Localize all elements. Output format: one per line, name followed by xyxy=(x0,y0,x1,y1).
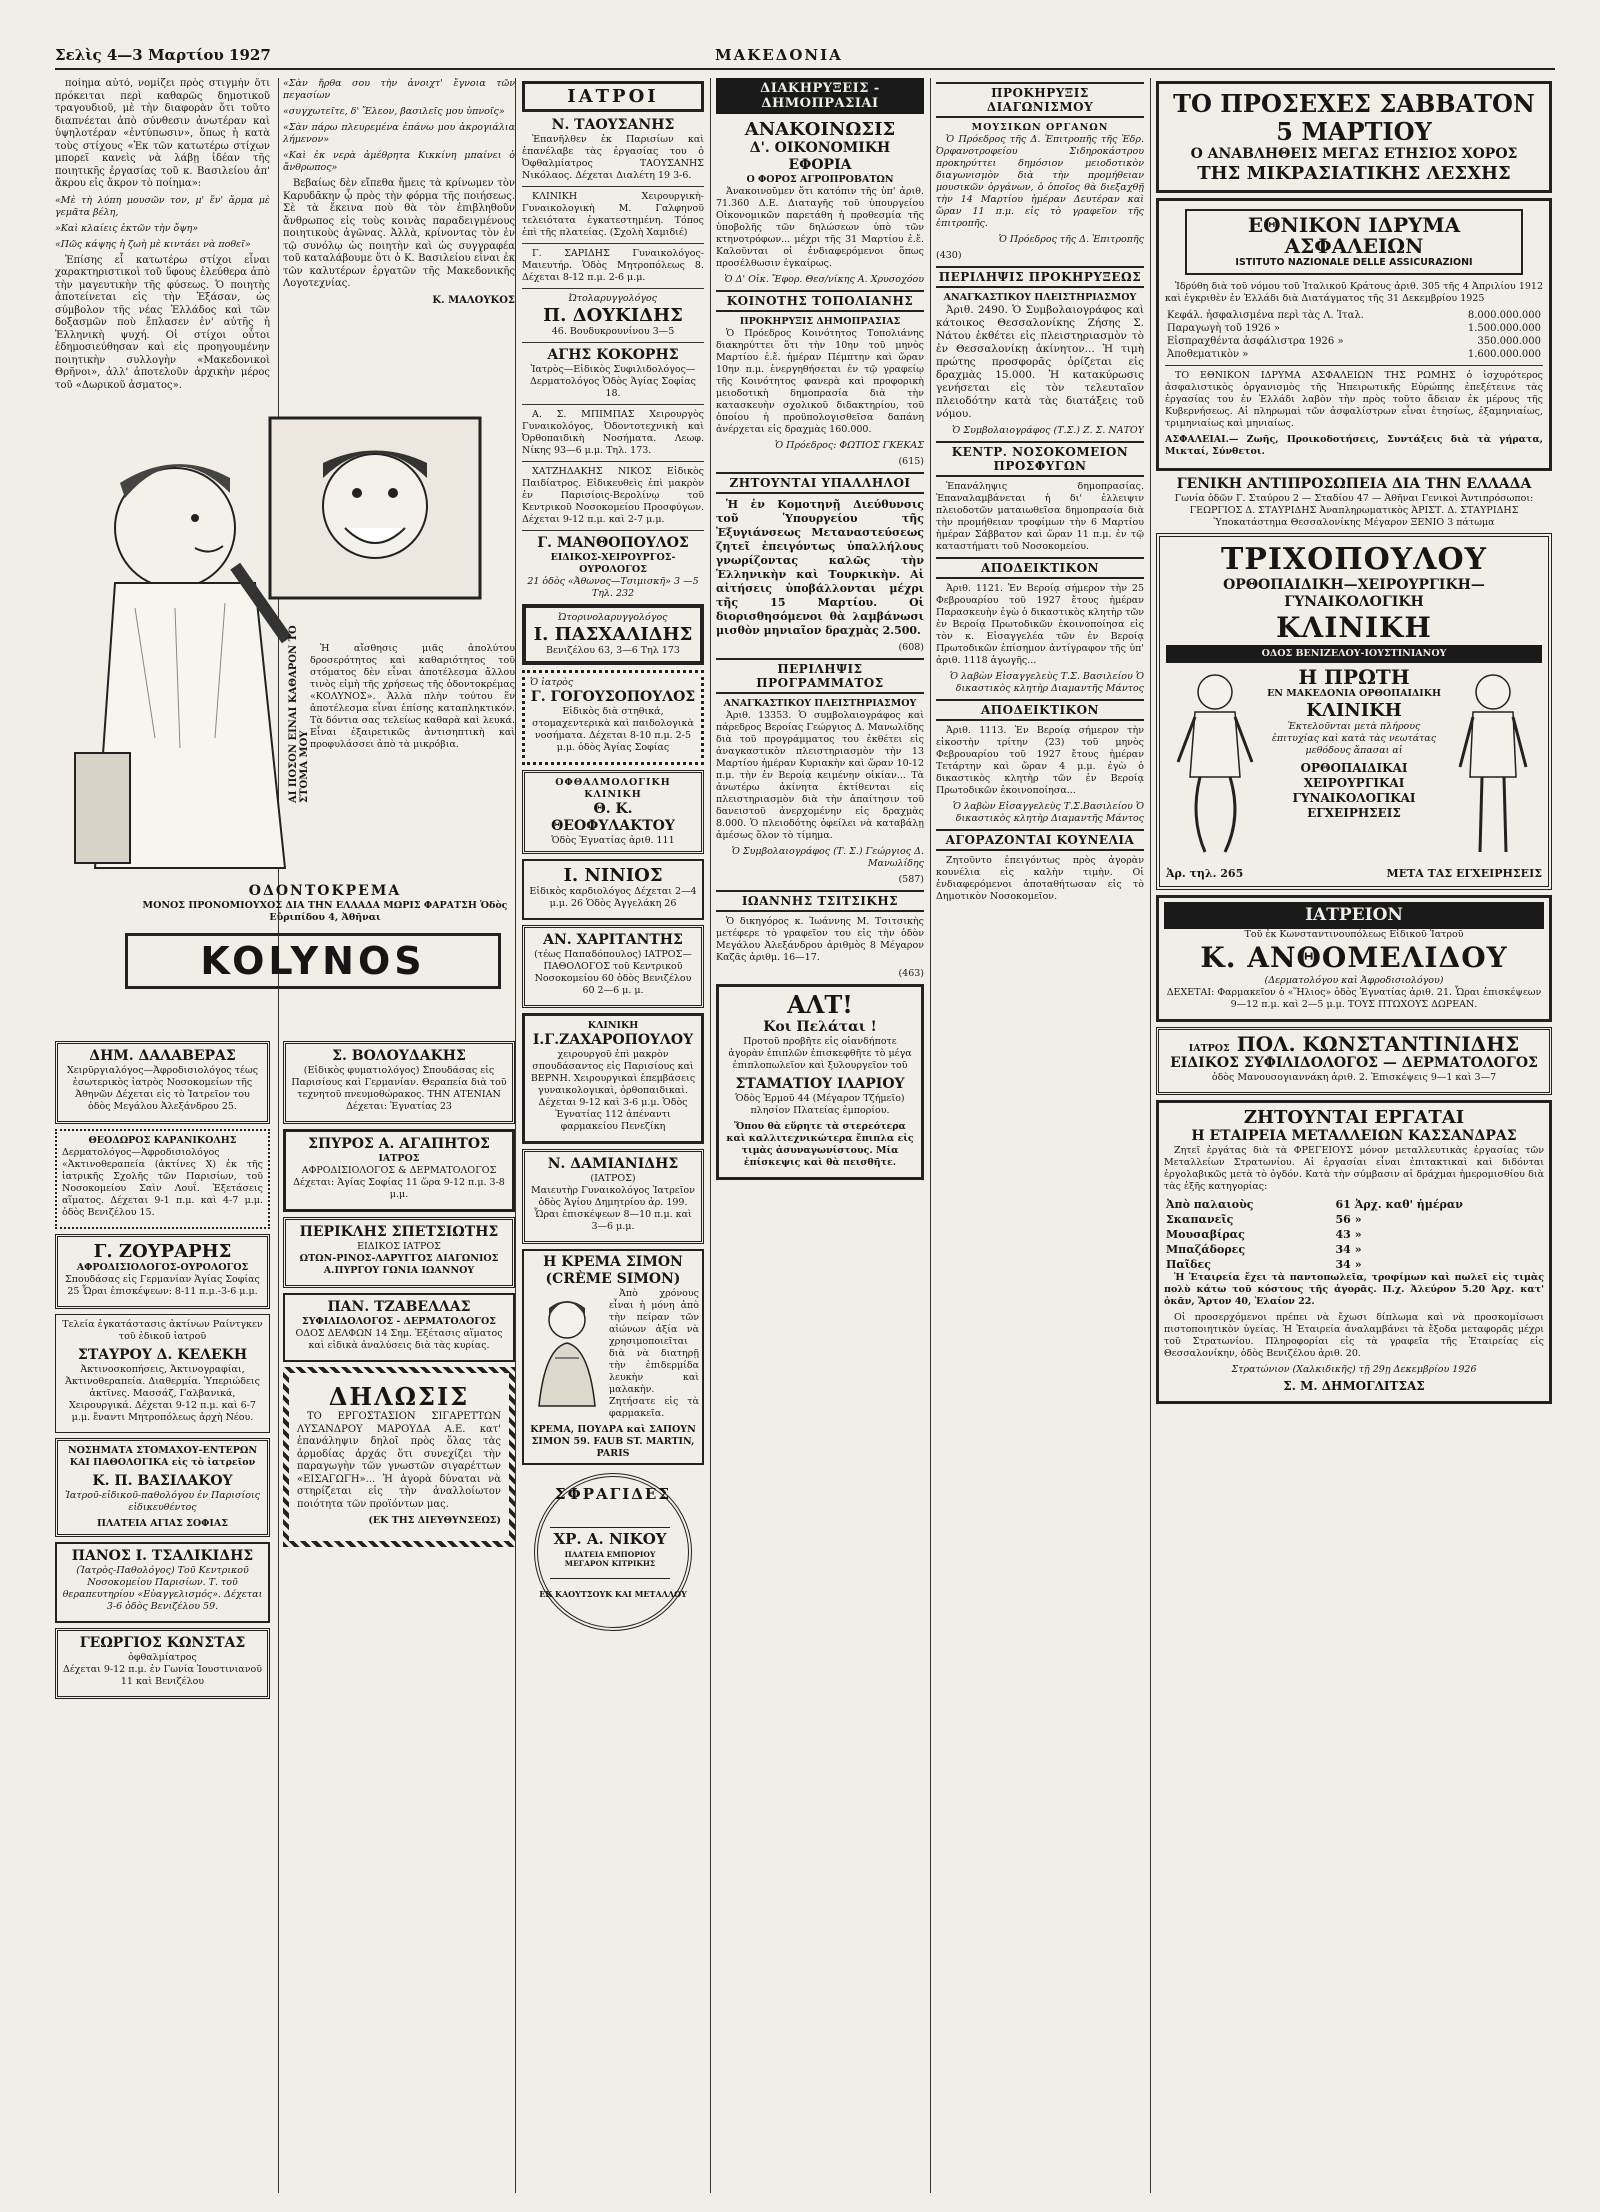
notice-sub2: Ο ΦΟΡΟΣ ΑΓΡΟΠΡΟΒΑΤΩΝ xyxy=(746,174,894,185)
ad-ilariou xyxy=(716,984,924,1180)
clinic-head: ΙΑΤΡΕΙΟΝ xyxy=(1164,902,1544,929)
jobs-company: Η ΕΤΑΙΡΕΙΑ ΜΕΤΑΛΛΕΙΩΝ ΚΑΣΣΑΝΔΡΑΣ xyxy=(1191,1128,1517,1144)
doctor-name: ΓΕΩΡΓΙΟΣ ΚΩΝΣΤΑΣ xyxy=(79,1635,246,1651)
doctor-text: Ἰατρὸς—Εἰδικὸς Συφιλιδολόγος—Δερματολόγος Ὁδὸς Ἁγίας Σοφίας 18. xyxy=(530,364,696,399)
table-row xyxy=(1164,1212,1544,1227)
seal-address: ΠΛΑΤΕΙΑ ΕΜΠΟΡΙΟΥ ΜΕΓΑΡΟΝ ΚΙΤΡΙΚΗΣ xyxy=(564,1550,656,1568)
doctor-text: ὁδὸς Μανουσογιαννάκη ἀριθ. 2. Ἐπισκέψεις 9—1 καὶ 3—7 xyxy=(1211,1072,1497,1083)
ad-zacharopoulou xyxy=(522,1013,704,1144)
notice-signature: Ὁ Συμβολαιογράφος (Τ. Σ.) Γεώργιος Δ. Μανωλίδης xyxy=(731,846,924,869)
ad-nikou-seal xyxy=(534,1473,692,1631)
column-rule xyxy=(1150,78,1151,2193)
doctor-name: ΠΟΛ. ΚΩΝΣΤΑΝΤΙΝΙΔΗΣ xyxy=(1236,1032,1520,1056)
doctor-name: ΘΕΟΔΩΡΟΣ ΚΑΡΑΝΙΚΟΛΗΣ xyxy=(88,1135,237,1146)
table-cell: » xyxy=(1354,1243,1362,1256)
doctor-name: Π. ΔΟΥΚΙΔΗΣ xyxy=(543,305,683,326)
doctor-name: Γ. ΖΟΥΡΑΡΗΣ xyxy=(93,1241,232,1262)
notice-text: ΤΟ ΕΡΓΟΣΤΑΣΙΟΝ ΣΙΓΑΡΕΤΤΩΝ ΛΥΣΑΝΔΡΟΥ ΜΑΡΟΥΔΑ Α.Ε. κατ' ἐπανάληψιν δηλοῖ πρὸς ὅλας τὰς ἀρμοδίας ἀρχάς ὅτι συνεχίζει τὴν παραγωγὴν τῶν γνωστῶν σιγαρέττων «ΕΙΣΑΓΩΓΗ»... Ἡ ἀγορὰ δύναται νὰ στηρίζεται εἰς τὴν ἀναλλοίωτον ποιότητα τῶν προϊόντων μας. xyxy=(297,1411,501,1510)
notice-text: Ἀριθ. 1113. Ἐν Βεροίᾳ σήμερον τὴν εἰκοστὴν τρίτην (23) τοῦ μηνὸς Φεβρουαρίου τοῦ 1927 ἔτους ἡμέραν Τετάρτην καὶ ὥραν 4 μ.μ. ἐγὼ ὁ δικαστικὸς κλητὴρ τῶν ἐν Βεροίᾳ Πρωτοδικῶν ἐκοινοποίησα... xyxy=(936,725,1144,796)
ad-vasilakou xyxy=(55,1438,270,1537)
notice-title: ΔΗΛΩΣΙΣ xyxy=(328,1382,470,1411)
notice-ref: (587) xyxy=(898,874,924,885)
column-rule xyxy=(930,78,931,2193)
ad-kassandra-mines xyxy=(1156,1100,1552,1404)
auctions-banner: ΔΙΑΚΗΡΥΞΕΙΣ - ΔΗΜΟΠΡΑΣΙΑΙ xyxy=(716,78,924,114)
table-cell: Κεφάλ. ἠσφαλισμένα περὶ τὰς Λ. Ἰταλ. xyxy=(1167,310,1364,321)
notice-signature: Ὁ λαβὼν Εἰσαγγελεὺς Τ.Σ. Βασιλείου Ὁ δικαστικὸς κλητὴρ Διαμαντῆς Μάντος xyxy=(949,671,1144,694)
doctor-text: ΑΦΡΟΔΙΣΙΟΛΟΓΟΣ & ΔΕΡΜΑΤΟΛΟΓΟΣ Δέχεται: Ἁγίας Σοφίας 11 ὥρα 9-12 π.μ. 3-8 μ.μ. xyxy=(293,1165,505,1200)
notice-ref: (608) xyxy=(898,642,924,653)
seal-bottom-text: ΕΚ ΚΑΟΥΤΣΟΥΚ ΚΑΙ ΜΕΤΑΛΛΟΥ xyxy=(539,1589,687,1599)
verse-line: »Καὶ κλαίεις ἐκτῶν τὴν ὄψη» xyxy=(55,222,199,234)
ad-karanikolis xyxy=(55,1129,270,1229)
page-date: Σελὶς 4—3 Μαρτίου 1927 xyxy=(55,46,271,64)
notice-signature: Ὁ Πρόεδρος: ΦΩΤΙΟΣ ΓΚΕΚΑΣ xyxy=(774,440,924,451)
doctor-specialty: Ὠτολαρυγγολόγος xyxy=(568,293,658,304)
notice-head: ΑΠΟΔΕΙΚΤΙΚΟΝ xyxy=(936,557,1144,579)
table-row xyxy=(1165,335,1543,348)
notice-head: ΖΗΤΟΥΝΤΑΙ ΥΠΑΛΛΗΛΟΙ xyxy=(716,472,924,494)
notice-signature: Ὁ Συμβολαιογράφος (Τ.Σ.) Ζ. Σ. ΝΑΤΟΥ xyxy=(952,425,1144,436)
doctor-text: ΚΛΙΝΙΚΗ Χειρουργικὴ-Γυναικολογικὴ Μ. Γαλφηνοῦ τελειότατα ἐγκατεστημένη. Τόπος ἐπὶ τῆς πλατείας. (Σχολὴ Χαμιδιέ) xyxy=(522,191,704,238)
ad-ethniko-idryma xyxy=(1156,198,1552,471)
column-6 xyxy=(1156,78,1552,2193)
notice-text: Ζητοῦντο ἐπειγόντως πρὸς ἀγορὰν κουνέλια εἰς καλὴν τιμὴν. Οἱ ἐνδιαφερόμενοι ἀποταθήτωσαν εἰς τὸ Δημοτικὸν Νοσοκομεῖον. xyxy=(936,855,1144,902)
doctor-name: ΠΕΡΙΚΛΗΣ ΣΠΕΤΣΙΩΤΗΣ xyxy=(299,1224,499,1240)
kolynos-text: Ἡ αἴσθησις μιᾶς ἀπολύτου δροσερότητος καὶ καθαριότητος τοῦ στόματος δὲν εἶναι ἀποτέλεσμα ἄλλου τινὸς εἰμὴ τῆς χρήσεως τῆς ὀδοντοκρέμας «ΚΟΛΥΝΟΣ». Ἀλλὰ πλὴν τούτου ἕν ἀποτέλεσμα εἶναι ἐπίσης καταπληκτικόν. Τὰ δόντια σας τελείως καθαρὰ καὶ λευκά. Εἶναι ἐξαιρετικῶς ἀντισηπτικὴ καὶ προφυλάσσει ἀπὸ τὰ μικρόβια. xyxy=(310,643,515,750)
doctor-text: ΟΔΟΣ ΔΕΛΦΩΝ 14 Σημ. Ἐξέτασις αἵματος καὶ εἰδικὰ ἀναλύσεις διὰ τὰς κυρίας. xyxy=(295,1328,503,1351)
table-cell: 34 xyxy=(1335,1258,1351,1271)
doctor-specialty: ΕΙΔΙΚΟΣ ΙΑΤΡΟΣ xyxy=(357,1241,441,1252)
doctor-specialty: (ΙΑΤΡΟΣ) xyxy=(590,1173,636,1184)
verse-line: «Μὲ τὴ λύπη μουσῶν τον, μ' ἕν' ἄρμα μὲ γεμᾶτα βέλη, xyxy=(55,194,270,218)
doctor-text: ΩΤΩΝ-ΡΙΝΟΣ-ΛΑΡΥΓΓΟΣ ΔΙΑΓΩΝΙΟΣ Α.ΠΥΡΓΟΥ ΓΩΝΙΑ ΙΩΑΝΝΟΥ xyxy=(299,1253,499,1276)
kolynos-caption: ΑΙ ΠΟΣΟΝ ΕΙΝΑΙ ΚΑΘΑΡΟΝ ΤΟ ΣΤΟΜΑ ΜΟΥ xyxy=(288,625,310,803)
table-cell: Ἀρχ. καθ' ἡμέραν xyxy=(1354,1198,1463,1211)
poem-line: «Σὰν ἤρθα σου τὴν ἀνοιχτ' ἔγνοια τῶν πεγασίων xyxy=(283,78,515,101)
doctor-text: Α. Σ. ΜΠΙΜΠΑΣ Χειρουργὸς Γυναικολόγος, Ὀδοντοτεχνικὴ καὶ Ὀρθοπαιδικὴ Νοσήματα. Λεωφ. Νίκης 93—6 μ.μ. Τηλ. 173. xyxy=(522,409,704,456)
event-line: ΤΗΣ ΜΙΚΡΑΣΙΑΤΙΚΗΣ ΛΕΣΧΗΣ xyxy=(1197,163,1511,184)
table-cell: » xyxy=(1354,1213,1362,1226)
table-cell: 1.600.000.000 xyxy=(1467,349,1541,360)
doctor-specialty: ὀφθαλμίατρος xyxy=(128,1652,197,1663)
doctor-name: ΣΠΥΡΟΣ Α. ΑΓΑΠΗΤΟΣ xyxy=(308,1136,490,1152)
ad-zouraris xyxy=(55,1234,270,1309)
notice-head: ΙΩΑΝΝΗΣ ΤΣΙΤΣΙΚΗΣ xyxy=(716,890,924,912)
notice-signature: Ὁ Πρόεδρος τῆς Δ. Ἐπιτροπῆς xyxy=(998,234,1144,245)
clinic-first-title: ΚΛΙΝΙΚΗ xyxy=(1306,700,1402,721)
clinic-first-line: ΕΝ ΜΑΚΕΔΟΝΙΑ ΟΡΘΟΠΑΙΔΙΚΗ xyxy=(1267,688,1441,699)
table-cell: Ἀποθεματικὸν » xyxy=(1167,349,1249,360)
notice-ref: (615) xyxy=(898,456,924,467)
col2-lower xyxy=(283,1038,515,1552)
doctor-pre: Ὁ ἰατρὸς xyxy=(530,677,574,688)
doctor-text: Ἐπανῆλθεν ἐκ Παρισίων καὶ ἐπανέλαβε τὰς ἐργασίας του ὁ Ὀφθαλμίατρος ΤΑΟΥΣΑΝΗΣ Νικόλαος. Δέχεται Διαλέτη 19 3-6. xyxy=(522,134,704,181)
ad-spetsiotis xyxy=(283,1217,515,1288)
table-cell: Εἰσπραχθέντα ἀσφάλιστρα 1926 » xyxy=(1167,336,1344,347)
notice-title: ΑΝΑΚΟΙΝΩΣΙΣ xyxy=(744,119,896,140)
table-cell: 43 xyxy=(1335,1228,1351,1241)
seal-name: ΧΡ. Α. ΝΙΚΟΥ xyxy=(553,1530,667,1548)
doctor-text: χειρουργοῦ ἐπὶ μακρὸν σπουδάσαντος εἰς Παρισίους καὶ ΒΕΡΝΗ. Χειρουργικαὶ ἐπεμβάσεις γυναικολογικαὶ, ὀρθοπαιδικαὶ. Δέχεται 9-12 καὶ 3-6 μ.μ. Ὁδὸς Ἐγνατίας 112 ἀπέναντι φαρμακείου Πενεζίκη xyxy=(530,1049,696,1132)
clinic-pre: ΚΛΙΝΙΚΗ xyxy=(587,1020,639,1031)
notice-head: ΑΓΟΡΑΖΟΝΤΑΙ ΚΟΥΝΕΛΙΑ xyxy=(936,829,1144,851)
doctor-text: 21 ὁδὸς «Ἀθωνος—Τσιμισκῆ» 3 —5 Τηλ. 232 xyxy=(527,576,699,599)
table-row xyxy=(1164,1197,1544,1212)
insurer-intro: Ἱδρύθη διὰ τοῦ νόμου τοῦ Ἰταλικοῦ Κράτους ἀριθ. 305 τῆς 4 Ἀπριλίου 1912 καὶ ἐγκριθὲν ἐν Ἑλλάδι διὰ Διατάγματος τῆς 31 Δεκεμβρίου 1925 xyxy=(1165,281,1543,304)
doctor-text: (Ἰατρὸς-Παθολόγος) Τοῦ Κεντρικοῦ Νοσοκομείου Παρισίων. Τ. τοῦ θεραπευτηρίου «Εὐαγγελισμός». Δέχεται 3-6 ὁδὸς Βενιζέλου 59. xyxy=(62,1565,263,1612)
kolynos-head-block xyxy=(135,883,515,924)
article-left xyxy=(55,78,270,396)
doctor-text: 46. Βουδυκρουνίνου 3—5 xyxy=(551,326,675,337)
doctor-specialty: ΣΥΦΙΛΙΔΟΛΟΓΟΣ - ΔΕΡΜΑΤΟΛΟΓΟΣ xyxy=(302,1316,496,1327)
ad-trichopoulou-clinic xyxy=(1156,533,1552,890)
notice-ref: (430) xyxy=(936,250,962,261)
doctor-text: Εἰδικὸς διὰ στηθικά, στομαχεντερικὰ καὶ παιδολογικὰ νοσήματα. Δέχεται 8-10 π.μ. 2-5 μ.μ. ὁδὸς Ἁγίας Σοφίας xyxy=(532,706,694,753)
notice-head: ΑΠΟΔΕΙΚΤΙΚΟΝ xyxy=(936,699,1144,721)
kolynos-brand: KOLYNOS xyxy=(125,933,501,989)
doctor-specialty: ΑΦΡΟΔΙΣΙΟΛΟΓΟΣ-ΟΥΡΟΛΟΓΟΣ xyxy=(76,1262,249,1273)
ad-head: ΝΟΣΗΜΑΤΑ ΣΤΟΜΑΧΟΥ-ΕΝΤΕΡΩΝ ΚΑΙ ΠΑΘΟΛΟΓΙΚΑ εἰς τὸ ἰατρεῖον xyxy=(67,1445,258,1468)
jobs-intro: Ζητεῖ ἐργάτας διὰ τὰ ΦΡΕΓΕΙΟΥΣ μόνον μεταλλευτικὰς ἐργασίας τῶν Μεταλλείων Στρατωνίου. Αἱ ἐργασίαι εἶναι ἐπιτακτικαὶ καὶ διδόνται ἐργολαβικῶς μετὰ τὸ ὀγδόν. Κατὰ τὴν σύμβασιν αἱ δράχμαι ἡμερομισθίου διὰ τὰς ἑξῆς κατηγορίας: xyxy=(1164,1145,1544,1192)
table-cell: Μπαζάδορες xyxy=(1166,1243,1246,1256)
doctor-name: ΔΗΜ. ΔΑΛΑΒΕΡΑΣ xyxy=(89,1048,236,1064)
doctor-text: Μαιευτὴρ Γυναικολόγος Ἰατρεῖον ὁδὸς Ἁγίου Δημητρίου ἀρ. 199. Ὧραι ἐπισκέψεων 8—10 π.μ. καὶ 3—6 μ.μ. xyxy=(531,1185,695,1232)
doctor-name: Ι. ΝΙΝΙΟΣ xyxy=(563,865,663,886)
column-rule xyxy=(710,78,711,2193)
clinic-first: Η ΠΡΩΤΗ xyxy=(1298,665,1410,689)
table-cell: Ἀπὸ παλαιοὺς xyxy=(1166,1198,1254,1211)
ad-charitantis xyxy=(522,925,704,1008)
ad-text: Ἀπὸ χρόνους εἶναι ἡ μόνη ἀπὸ τὴν πείραν τῶν αἰώνων ἀξία νὰ χρησιμοποιεῖται διὰ νὰ διατηρῇ τὴν ἐπιδερμίδα λευκὴν καὶ μαλακὴν. Ζητήσατε εἰς τὰ φαρμακεῖα. xyxy=(609,1288,699,1419)
ad-tzavellas xyxy=(283,1293,515,1362)
jobs-food: Ἡ Ἑταιρεία ἔχει τὰ παντοπωλεῖα, τροφίμων καὶ πωλεῖ εἰς τιμὰς πολὺ κάτω τοῦ κόστους τῆς ἀγορᾶς. Π.χ. Ἀλεύρον 5.20 Ἀρχ. κατ' ὀκᾶν, Ἄρτον 40, Ἐλαίον 22. xyxy=(1164,1272,1544,1307)
table-cell: » xyxy=(1354,1228,1362,1241)
table-cell: Σκαπανεῖς xyxy=(1166,1213,1234,1226)
notice-text: Ὁ Πρόεδρος Κοινότητος Τοπολιάνης διακηρύττει ὅτι τὴν 10ην τοῦ μηνὸς Μαρτίου ἐ.ἔ. ἡμέραν Πέμπτην καὶ ὥραν 10ην π.μ. ἐνεργηθήσεται ἐν τῷ γραφείῳ τῆς Κοινότητος φανερὰ καὶ προφορικὴ μειοδοτικὴ δημοπρασία διὰ τὴν κατασκευὴν σχολικοῦ διδακτηρίου, τοῦ ὁποίου ἡ προϋπολογισθεῖσα δαπάνη ἀνέρχεται εἰς δραχμὰς 160.000. xyxy=(716,328,924,435)
table-cell: 34 xyxy=(1335,1243,1351,1256)
notice-text: Ἀνακοινοῦμεν ὅτι κατόπιν τῆς ὑπ' ἀριθ. 71.360 Δ.Ε. Διαταγῆς τοῦ ὑπουργείου Οἰκονομικῶν παρετάθη ἡ προθεσμία τῆς ὑποβολῆς τῶν δηλώσεων ὑπὸ τῶν κτηνοτρόφων... μέχρι τῆς 31 Μαρτίου ἐ.ἔ. Καλοῦνται οἱ ἐνδιαφερόμενοι ὅπως προσέλθωσιν ἐγκαίρως. xyxy=(716,186,924,269)
table-row xyxy=(1164,1257,1544,1272)
doctor-name: Ι.Γ.ΖΑΧΑΡΟΠΟΥΛΟΥ xyxy=(532,1032,694,1048)
ad-theofylaktou xyxy=(522,770,704,854)
doctor-name: ΠΑΝ. ΤΖΑΒΕΛΛΑΣ xyxy=(327,1299,471,1315)
doctor-specialty: ΙΑΤΡΟΣ xyxy=(378,1153,420,1164)
doctor-name: ΣΤΑΥΡΟΥ Δ. ΚΕΛΕΚΗ xyxy=(77,1347,248,1363)
insurer-subtitle: ISTITUTO NAZIONALE DELLE ASSICURAZIONI xyxy=(1235,257,1473,268)
ad-name: ΣΤΑΜΑΤΙΟΥ ΙΛΑΡΙΟΥ xyxy=(735,1076,905,1092)
section-title: ΙΑΤΡΟΙ xyxy=(567,86,659,107)
ad-paschalidis xyxy=(522,604,704,665)
ad-creme-simon xyxy=(522,1249,704,1465)
insurer-figures-table xyxy=(1165,309,1543,361)
table-row xyxy=(1165,309,1543,322)
article-text: Ἐπίσης εἶ κατωτέρω στίχοι εἶναι χαρακτηριστικοὶ τοῦ ὕφους ἐλεύθερα ἀπὸ τὴν μαγευτικὴν τῆς φύσεως. Ὁ ποιητὴς ἀποτείνεται εἰς τὴν Ἑξάσαν, ὡς σύμβολον τῆς νέας Ἑλλάδος καὶ τῶν δοξασμῶν ποὺ ἔπλασεν ἐν' αὐτῆς ἡ Ἑλληνικὴ ψυχή. Οἱ στίχοι οὗτοι ἐδημοσιεύθησαν καὶ εἰς προηγουμένην ποιητικὴν συλλογὴν «Μακεδονικοὶ Θρῆνοι», ἀλλ' ἀποτελοῦν ἀρχικὴν μέρος τοῦ «Δωρικοῦ ἀσματος». xyxy=(55,254,270,391)
ad-mikrasiatiki-lesxi xyxy=(1156,81,1552,193)
masthead xyxy=(55,46,1555,70)
notice-text: Ἀριθ. 2490. Ὁ Συμβολαιογράφος καὶ κάτοικος Θεσσαλονίκης Ζήσης Σ. Νάτου ἐκθέτει εἰς πλειστηριασμὸν τὸ ἐν Θεσσαλονίκῃ ἀκίνητον... Ἡ τιμὴ πρώτης προσφορᾶς ὁρίζεται εἰς δραχμὰς 15.000. Ἡ κατακύρωσις γενήσεται εἰς τὸν τελευταῖον πλειοδότην κατὰ τὰς διατάξεις τοῦ νόμου. xyxy=(936,304,1144,420)
poem-line: «συγχωτεῖτε, δ' Ἔλεον, βασιλεῖς μου ὑπνοῖς» xyxy=(283,106,505,117)
table-cell: » xyxy=(1354,1258,1362,1271)
ad-gogousopoulos xyxy=(522,670,704,765)
ad-diloseis xyxy=(283,1367,515,1547)
poem-line: «Καὶ ἐκ νερὰ ἀμέθρητα Κικκίνη μπαίνει ὁ ἄνθρωπος» xyxy=(283,150,515,173)
table-cell: Παῖδες xyxy=(1166,1258,1211,1271)
clinic-phone: Ἀρ. τηλ. 265 xyxy=(1166,867,1244,880)
insurer-title: ΕΘΝΙΚΟΝ ΙΔΡΥΜΑ ΑΣΦΑΛΕΙΩΝ xyxy=(1247,213,1461,258)
woman-portrait-icon xyxy=(527,1288,605,1408)
doctor-name: ΠΑΝΟΣ Ι. ΤΣΑΛΙΚΙΔΗΣ xyxy=(71,1548,254,1564)
table-cell: Παραγωγὴ τοῦ 1926 » xyxy=(1167,323,1280,334)
jobs-body: Οἱ προσερχόμενοι πρέπει νὰ ἔχωσι δίπλωμα καὶ νὰ προσκομίσωσι πιστοποιητικὸν ὑγείας. Ἡ Ἑταιρεία ἀναλαμβάνει τὰ ἔξοδα μεταφορᾶς μέχρι τοῦ Στρατωνίου. Πληροφορίαι εἰς τὰ γραφεῖα τῆς Ἑταιρείας εἰς Θεσσαλονίκην, ὁδὸς Βενιζέλου ἀριθ. 20. xyxy=(1164,1312,1544,1359)
doctor-name: Γ. ΓΟΓΟΥΣΟΠΟΥΛΟΣ xyxy=(530,689,696,705)
notice-head: ΠΕΡΙΛΗΨΙΣ ΠΡΟΚΗΡΥΞΕΩΣ xyxy=(936,266,1144,288)
doctor-text: Ἰατροῦ-εἰδικοῦ-παθολόγου ἐν Παρισίοις εἰδικευθέντος xyxy=(64,1490,261,1513)
doctor-name: Ν. ΔΑΜΙΑΝΙΔΗΣ xyxy=(547,1156,679,1172)
notice-text: Ἐπανάληψις δημοπρασίας. Ἐπαναλαμβάνεται ἡ δι' ἐλλειψιν πλειοδοτῶν ματαιωθεῖσα δημοπρασία διὰ τὴν προμήθειαν τροφίμων τὴν 6 Μαρτίου ἡμέραν Σάββατον καὶ ὥραν 11 π.μ. ἐν τῷ καταστήματι τοῦ Νοσοκομείου. xyxy=(936,481,1144,552)
verse-line: «Πῶς κάψης ἡ ζωὴ μὲ κιντάει νὰ ποθεῖ» xyxy=(55,238,251,250)
kolynos-head: ΟΔΟΝΤΟΚΡΕΜΑ xyxy=(248,883,402,899)
col1-lower xyxy=(55,1038,270,1704)
doctor-specialty: ΕΙΔΙΚΟΣ-ΧΕΙΡΟΥΡΓΟΣ-ΟΥΡΟΛΟΓΟΣ xyxy=(550,552,676,575)
table-cell: 350.000.000 xyxy=(1477,336,1541,347)
notice-sub: ΑΝΑΓΚΑΣΤΙΚΟΥ ΠΛΕΙΣΤΗΡΙΑΣΜΟΥ xyxy=(723,698,917,709)
event-line: Ο ΑΝΑΒΛΗΘΕΙΣ ΜΕΓΑΣ ΕΤΗΣΙΟΣ ΧΟΡΟΣ xyxy=(1190,146,1518,162)
doctor-text: Χειρῦργιαλόγος—Ἀφροδισιολόγος τέως ἐσωτερικὸς ἰατρὸς Νοσοκομείων τῆς Ἀθηνῶν Δέχεται εἰς τὸ Ἰατρεῖον του ὁδὸς Μεγάλου Ἀλεξάνδρου 25. xyxy=(66,1065,259,1112)
ad-text: Προτοῦ προβῆτε εἰς οἱανδήποτε ἀγορὰν ἐπιπλῶν ἐπισκεφθῆτε τὸ μέγα ἐπιπλοπωλεῖον καὶ ξυλουργεῖον τοῦ xyxy=(728,1036,912,1071)
article-signature: Κ. ΜΑΛΟΥΚΟΣ xyxy=(432,294,515,306)
column-1-2-top xyxy=(55,78,515,2193)
doctor-text: Δέχεται 9-12 π.μ. ἐν Γωνία Ἰουστινιανοῦ 11 καὶ Βενιζέλου xyxy=(63,1664,262,1687)
ad-konstas xyxy=(55,1628,270,1699)
insurer-footer: ΑΣΦΑΛΕΙΑΙ.— Ζωῆς, Προικοδοτήσεις, Συντάξεις διὰ τὰ γήρατα, Μικταί, Σύνθετοι. xyxy=(1165,434,1543,457)
notice-signature: Ὁ λαβὼν Εἰσαγγελεὺς Τ.Σ.Βασιλείου Ὁ δικαστικὸς κλητὴρ Διαμαντῆς Μάντος xyxy=(952,801,1144,824)
doctor-name: ΑΓΗΣ ΚΟΚΟΡΗΣ xyxy=(547,347,679,363)
clinic-name: ΤΡΙΧΟΠΟΥΛΟΥ xyxy=(1220,542,1488,577)
column-rule xyxy=(515,78,516,2193)
doctor-pre: Τοῦ ἐκ Κωνσταντινουπόλεως Εἰδικοῦ Ἰατροῦ xyxy=(1244,929,1464,940)
ad-subtitle: Κοι Πελάται ! xyxy=(763,1019,877,1035)
doctor-name: ΑΝ. ΧΑΡΙΤΑΝΤΗΣ xyxy=(543,932,683,948)
ad-anthomelidou xyxy=(1156,895,1552,1022)
jobs-signature: Σ. Μ. ΔΗΜΟΓΛΙΤΣΑΣ xyxy=(1283,1379,1425,1393)
column-3 xyxy=(522,78,704,2193)
doctor-address: ΠΛΑΤΕΙΑ ΑΓΙΑΣ ΣΟΦΙΑΣ xyxy=(97,1518,228,1529)
notice-text: Ἀριθ. 1121. Ἐν Βεροίᾳ σήμερον τὴν 25 Φεβρουαρίου τοῦ 1927 ἔτους ἡμέραν Παρασκευὴν ἐγὼ ὁ δικαστικὸς κλητὴρ τῶν ἐν Βεροίᾳ Πρωτοδικῶν ἐκοινοποίησα εἰς τὸν κ. Εἰσαγγελέα τῶν ἐν Βεροίᾳ Πρωτοδικῶν ἐπίσημον ἀντίγραφον τῆς ὑπ' ἀριθ. 1118 ἀγωγῆς... xyxy=(936,583,1144,666)
table-cell: 61 xyxy=(1335,1198,1351,1211)
doctor-text: Δερματολόγος—Ἀφροδισιολόγος «Ἀκτινοθεραπεία (ἀκτίνες Χ) ἐκ τῆς ἰατρικῆς Σχολῆς τῶν Παρισίων, τοῦ Νοσοκομείου Σαὶν Λουΐ. Ἐξετάσεις αἵματος. Δέχεται 9-1 π.μ. καὶ 4-7 μ.μ. ὁδὸς Βενιζέλου 15. xyxy=(62,1147,263,1218)
doctor-specialty: (Δερματολόγου καὶ Ἀφροδισιολόγου) xyxy=(1264,975,1444,986)
article-text: ποίημα αὐτό, νομίζει πρὸς στιγμὴν ὅτι πρόκειται περὶ καθαρῶς δημοτικοῦ τραγουδιοῦ, μὲ τὴν διαφορὰν ὅτι τοῦτο διαπνέεται ἀπὸ σύνθεσιν ἀνωτέραν καὶ ὑψηλοτέραν «ἐντύπωσιν», ὅπως ἡ κατὰ τοὺς στίχους «Ἐκ τῶν κατωτέρω στίχων μπορεῖ κανεὶς νὰ λάβῃ ἰδέαν τῆς ποιητικῆς ἐργασίας τοῦ κ. Βασιλείου ἀπ' ἄκρου εἰς ἄκρον τὸ ποίημα»: xyxy=(55,78,270,189)
ad-title: ΑΛΤ! xyxy=(787,990,853,1019)
doctor-text: Σπουδάσας εἰς Γερμανίαν Ἁγίας Σοφίας 25 Ὧραι ἐπισκέψεων: 8-11 π.μ.-3-6 μ.μ. xyxy=(65,1274,260,1297)
doctor-name: Κ. Π. ΒΑΣΙΛΑΚΟΥ xyxy=(92,1473,233,1489)
notice-sub: ΠΡΟΚΗΡΥΞΙΣ ΔΗΜΟΠΡΑΣΙΑΣ xyxy=(739,316,901,327)
clinic-text: Ἐκτελοῦνται μετὰ πλήρους ἐπιτυχίας καὶ κατὰ τὰς νεωτάτας μεθόδους ἅπασαι αἱ xyxy=(1271,721,1437,756)
doctor-text: (τέως Παπαδόπουλος) ΙΑΤΡΟΣ—ΠΑΘΟΛΟΓΟΣ τοῦ Κεντρικοῦ Νοσοκομείου 60 ὁδὸς Βενιζέλου 60 2—6 μ. μ. xyxy=(534,949,692,996)
doctor-name: Γ. ΜΑΝΘΟΠΟΥΛΟΣ xyxy=(537,535,689,551)
poem-line: «Σὰν πάρω πλευρεμένα ἐπάνω μου ἀκρογιάλια λήμενον» xyxy=(283,122,515,145)
notice-head: ΠΡΟΚΗΡΥΞΙΣ ΔΙΑΓΩΝΙΣΜΟΥ xyxy=(936,82,1144,118)
ad-damianidis xyxy=(522,1149,704,1244)
insurer-body: ΤΟ ΕΘΝΙΚΟΝ ΙΔΡΥΜΑ ΑΣΦΑΛΕΙΩΝ ΤΗΣ ΡΩΜΗΣ ὁ ἰσχυρότερος ἀσφαλιστικὸς ὀργανισμὸς τῆς Ἠπειρωτικῆς Εὐρώπης ἐπεξέτεινε τὰς ἐργασίας του ἐν Ἑλλάδι λαβὸν τὴν πρὸς τοῦτο ἄδειαν ἐκ μέρους τῆς Κυβερνήσεως. Αἱ πληρωμαὶ τῶν ἀσφαλίστρων εἶναι ἐτησίως, ἑξαμηνιαίως, τριμηνιαίως καὶ μηνιαίως. xyxy=(1165,370,1543,429)
kolynos-advert xyxy=(55,408,515,1033)
iatroi-header xyxy=(522,81,704,112)
ad-subtitle: (CRÈME SIMON) xyxy=(545,1271,681,1287)
table-cell: 1.500.000.000 xyxy=(1467,323,1541,334)
table-row xyxy=(1164,1242,1544,1257)
notice-head: ΚΟΙΝΟΤΗΣ ΤΟΠΟΛΙΑΝΗΣ xyxy=(716,290,924,312)
table-cell: Μουσαβίρας xyxy=(1166,1228,1245,1241)
clinic-after-label: ΜΕΤΑ ΤΑΣ ΕΓΧΕΙΡΗΣΕΙΣ xyxy=(1386,867,1542,880)
wages-table xyxy=(1164,1197,1544,1272)
doctor-name: Σ. ΒΟΛΟΥΔΑΚΗΣ xyxy=(332,1048,466,1064)
event-line: ΤΟ ΠΡΟΣΕΧΕΣ ΣΑΒΒΑΤΟΝ xyxy=(1173,89,1535,118)
notice-text: Ὁ δικηγόρος κ. Ἰωάννης Μ. Τσιτσικὴς μετέφερε τὸ γραφεῖον του εἰς τὴν ὁδὸν Μεγάλου Ἀλεξάνδρου ἀριθμὸς 8 Μέγαρον Καζᾶς ἀριθμ. 16—17. xyxy=(716,916,924,963)
child-after-icon xyxy=(1448,667,1538,857)
ad-konstantinidis xyxy=(1156,1027,1552,1095)
clinic-head: ΟΦΘΑΛΜΟΛΟΓΙΚΗ ΚΛΙΝΙΚΗ xyxy=(555,777,671,800)
ad-ninios xyxy=(522,859,704,920)
table-cell: 8.000.000.000 xyxy=(1467,310,1541,321)
notice-text: Ἡ ἐν Κομοτηνῇ Διεύθυνσις τοῦ Ὑπουργείου τῆς Ἐξυγιάνσεως Μεταναστεύσεως ζητεῖ ἐπειγόντως ὑπαλλήλους γνωρίζοντας καλῶς τὴν Ἑλληνικὴν καὶ Τουρκικὴν. Αἱ αἰτήσεις ὑποβάλλονται μέχρι τῆς 15 Μαρτίου. Οἱ διορισθησόμενοι θὰ λαμβάνωσι μισθὸν μηνιαῖον δραχμὰς 2.500. xyxy=(716,498,924,637)
ad-dalaveras xyxy=(55,1041,270,1124)
notice-text: Ἀριθ. 13353. Ὁ συμβολαιογράφος καὶ πάρεδρος Βεροίας Γεώργιος Δ. Μανωλίδης διὰ τοῦ προγράμματος του ἐκθέτει εἰς ἀναγκαστικὸν πλειστηριασμὸν τὴν 13 Μαρτίου ἡμέραν Κυριακὴν καὶ ὥραν 10-12 π.μ. τὴν ἐν Βεροίᾳ κειμένην οἰκίαν... Τὰ ἀνωτέρω ἀκίνητα ἐκτίθενται εἰς πλειστηριασμὸν διὰ τὴν ἀπαίτησιν τοῦ δανειστοῦ ἀνερχομένην εἰς δραχμὰς 8.000. Ὁ πλειοδότης ὀφείλει νὰ καταβάλῃ ἀμέσως ὅλον τὸ τίμημα. xyxy=(716,710,924,841)
ad-tsalikidis xyxy=(55,1542,270,1623)
doctor-name: Κ. ΑΝΘΟΜΕΛΙΔΟΥ xyxy=(1200,941,1508,974)
notice-text: Ὁ Πρόεδρος τῆς Δ. Ἐπιτροπῆς τῆς Ἑδρ. Ὀρφανοτροφείου Σιδηροκάστρου προκηρύττει δημόσιον μειοδοτικὸν διαγωνισμὸν διὰ τὴν προμήθειαν μουσικῶν ὀργάνων, ὁ ὁποῖος θὰ διεξαχθῇ τὴν 14 Μαρτίου ἡμέραν Δευτέραν καὶ ὥραν 11 π.μ. εἰς τὸ γραφεῖον τῆς ἐπιτροπῆς. xyxy=(936,134,1144,229)
doctor-specialty: ΕΙΔΙΚΟΣ ΣΥΦΙΛΙΔΟΛΟΓΟΣ — ΔΕΡΜΑΤΟΛΟΓΟΣ xyxy=(1170,1055,1538,1071)
ad-text: Τελεία ἐγκατάστασις ἀκτίνων Ραίντγκεν τοῦ ἐδικοῦ ἰατροῦ xyxy=(62,1319,263,1342)
notice-sub: Δ'. ΟΙΚΟΝΟΜΙΚΗ ΕΦΟΡΙΑ xyxy=(749,140,891,173)
column-4 xyxy=(716,78,924,2193)
column-5 xyxy=(936,78,1144,2193)
table-row xyxy=(1165,322,1543,335)
notice-sub: ΑΝΑΓΚΑΣΤΙΚΟΥ ΠΛΕΙΣΤΗΡΙΑΣΜΟΥ xyxy=(943,292,1137,303)
event-date: 5 ΜΑΡΤΙΟΥ xyxy=(1276,117,1432,146)
agency-text: Γωνία ὁδῶν Γ. Σταύρου 2 — Σταδίου 47 — Ἀθῆναι Γενικοὶ Ἀντιπρόσωποι: ΓΕΩΡΓΙΟΣ Δ. ΣΤΑΥΡΙΔΗΣ Ἀναπληρωματικὸς ἈΡΙΣΤ. Δ. ΣΤΑΥΡΙΔΗΣ Ὑποκατάστημα Θεσσαλονίκης Μέγαρον ΞΕΝΙΟ 3 πάτωμα xyxy=(1174,493,1534,528)
clinic-title: ΚΛΙΝΙΚΗ xyxy=(1276,611,1432,644)
doctor-text: Εἰδικὸς καρδιολόγος Δέχεται 2—4 μ.μ. 26 Ὁδὸς Ἀγγελάκη 26 xyxy=(529,886,697,909)
notice-head: ΠΕΡΙΛΗΨΙΣ ΠΡΟΓΡΑΜΜΑΤΟΣ xyxy=(716,658,924,694)
table-row xyxy=(1164,1227,1544,1242)
article-text: Βεβαίως δὲν εἴπεθα ἤμεις τὰ κρίνωμεν τὸν Καρυδᾶκην ᾧ πρὸς τὴν φόρμα τῆς ποιήσεως. Σὲ τὰ ἔκεινα ποὺ θὰ τὸν ἐπιβληθοῦν ἄνθρωπος εἰς τοὺς κοινὰς παραδειγμένους ποιητικοὺς ἀγῶνας. Ἀλλὰ, κρίνοντας τὸν ἐν τῷ συνόλῳ ὡς ποιητὴν καὶ ὡς συγγραφέα τοῦ καταλάβουμε ὅτι ὁ Κ. Βασιλείου εἶναι ἐκ τῶν καλυτέρων ἐργατῶν τῆς Μακεδονικῆς Λογοτεχνίας. xyxy=(283,178,515,289)
ad-footer: Ὅπου θὰ εὕρητε τὰ στερεότερα καὶ καλλιτεχνικώτερα ἔπιπλα εἰς τιμὰς ἀσυναγωνίστους. Μία ἐπίσκεψις καὶ θὰ πεισθῆτε. xyxy=(726,1121,914,1168)
doctor-pre: ΙΑΤΡΟΣ xyxy=(1188,1043,1230,1054)
ad-voloudakis xyxy=(283,1041,515,1124)
clinic-address: ΟΔΟΣ ΒΕΝΙΖΕΛΟΥ-ΙΟΥΣΤΙΝΙΑΝΟΥ xyxy=(1166,645,1542,663)
newspaper-title: ΜΑΚΕΔΟΝΙΑ xyxy=(715,46,843,64)
doctor-name: Θ. Κ. ΘΕΟΦΥΛΑΚΤΟΥ xyxy=(551,801,675,834)
notice-sub: ΜΟΥΣΙΚΩΝ ΟΡΓΑΝΩΝ xyxy=(971,122,1109,133)
doctor-text: Ἀκτινοσκοπήσεις, Ἀκτινογραφίαι, Ἀκτινοθεραπεία. Διαθερμία. Ὑπεριώδεις ἀκτῖνες. Μασσάζ, Γαλβανικά, Χειρουργικά. Δέχεται 9-12 π.μ. καὶ 6-7 μ.μ. ἔναντι Μητροπόλεως ἀρχὴ Νέου. xyxy=(65,1364,260,1423)
table-row xyxy=(1165,348,1543,361)
doctor-name: Ι. ΠΑΣΧΑΛΙΔΗΣ xyxy=(533,624,693,645)
ad-footer: ΚΡΕΜΑ, ΠΟΥΔΡΑ καὶ ΣΑΠΟΥΝ ΣΙΜΟΝ 59. FAUB ST. MARTIN, PARIS xyxy=(530,1424,696,1459)
notice-signature: (ΕΚ ΤΗΣ ΔΙΕΥΘΥΝΣΕΩΣ) xyxy=(368,1515,501,1526)
agency-head: ΓΕΝΙΚΗ ΑΝΤΙΠΡΟΣΩΠΕΙΑ ΔΙΑ ΤΗΝ ΕΛΛΑΔΑ xyxy=(1176,476,1532,492)
doctor-specialty: Ὠτορινολαρυγγολόγος xyxy=(558,612,668,623)
ad-address: Ὁδὸς Ἑρμοῦ 44 (Μέγαρον Τζήμεῖο) πλησίον Πλατείας ἐμπορίου. xyxy=(735,1093,905,1116)
doctor-text: ΧΑΤΖΗΔΑΚΗΣ ΝΙΚΟΣ Εἰδικὸς Παιδίατρος. Εἰδικευθεὶς ἐπὶ μακρὸν ἐν Παρισίοις-Βερολίνῳ τοῦ Κεντρικοῦ Νοσοκομείου Προσφύγων. Δέχεται 9-12 π.μ. καὶ 2-7 μ.μ. xyxy=(522,466,704,525)
child-before-icon xyxy=(1170,667,1260,857)
notice-head: ΚΕΝΤΡ. ΝΟΣΟΚΟΜΕΙΟΝ ΠΡΟΣΦΥΓΩΝ xyxy=(936,441,1144,477)
table-cell: 56 xyxy=(1335,1213,1351,1226)
doctor-name: Ν. ΤΑΟΥΣΑΝΗΣ xyxy=(551,117,675,133)
doctor-text: (Εἰδικὸς φυματιολόγος) Σπουδάσας εἰς Παρισίους καὶ Γερμανίαν. Θεραπεία διὰ τοῦ τεχνητοῦ πνευμοθώρακος. ΤΗΝ ΑΤΕΝΙΑΝ Δέχεται: Ἐγνατίας 23 xyxy=(291,1065,507,1112)
notice-signature: Ὁ Δ' Οἰκ. Ἔφορ. Θεσ/νίκης Α. Χρυσοχόου xyxy=(724,274,924,285)
jobs-date: Στρατώνιον (Χαλκιδικῆς) τῇ 29ῃ Δεκεμβρίου 1926 xyxy=(1231,1364,1477,1375)
jobs-head: ΖΗΤΟΥΝΤΑΙ ΕΡΓΑΤΑΙ xyxy=(1243,1107,1465,1128)
seal-top-text: ΣΦΡΑΓΙΔΕΣ xyxy=(555,1485,671,1503)
clinic-operations: ΟΡΘΟΠΑΙΔΙΚΑΙ ΧΕΙΡΟΥΡΓΙΚΑΙ ΓΥΝΑΙΚΟΛΟΓΙΚΑΙ ΕΓΧΕΙΡΗΣΕΙΣ xyxy=(1292,761,1416,820)
kolynos-sub: ΜΟΝΟΣ ΠΡΟΝΟΜΙΟΥΧΟΣ ΔΙΑ ΤΗΝ ΕΛΛΑΔΑ ΜΩΡΙΣ ΦΑΡΑΤΣΗ Ὁδὸς Εὐριπίδου 4, Ἀθῆναι xyxy=(142,900,508,923)
notice-ref: (463) xyxy=(898,968,924,979)
ad-title: Η ΚΡΕΜΑ ΣΙΜΟΝ xyxy=(543,1254,683,1270)
article-right xyxy=(283,78,515,311)
ad-agapetos xyxy=(283,1129,515,1212)
ad-kelekis xyxy=(55,1314,270,1433)
doctor-text: ΔΕΧΕΤΑΙ: Φαρμακεῖον ὁ «Ἥλιος» ὁδὸς Ἐγνατίας ἀριθ. 21. Ὧραι ἐπισκέψεων 9—12 π.μ. καὶ 2—5 μ.μ. ΤΟΥΣ ΠΤΩΧΟΥΣ ΔΩΡΕΑΝ. xyxy=(1166,987,1542,1010)
clinic-specialty: ΟΡΘΟΠΑΙΔΙΚΗ—ΧΕΙΡΟΥΡΓΙΚΗ—ΓΥΝΑΙΚΟΛΟΓΙΚΗ xyxy=(1223,577,1485,610)
doctor-text: Ὁδὸς Ἐγνατίας ἀριθ. 111 xyxy=(551,835,675,846)
doctor-text: Γ. ΣΑΡΙΔΗΣ Γυναικολόγος-Μαιευτήρ. Ὁδὸς Μητροπόλεως 8. Δέχεται 8-12 π.μ. 2-6 μ.μ. xyxy=(522,248,704,283)
doctor-text: Βενιζέλου 63, 3—6 Τηλ 173 xyxy=(546,645,680,656)
